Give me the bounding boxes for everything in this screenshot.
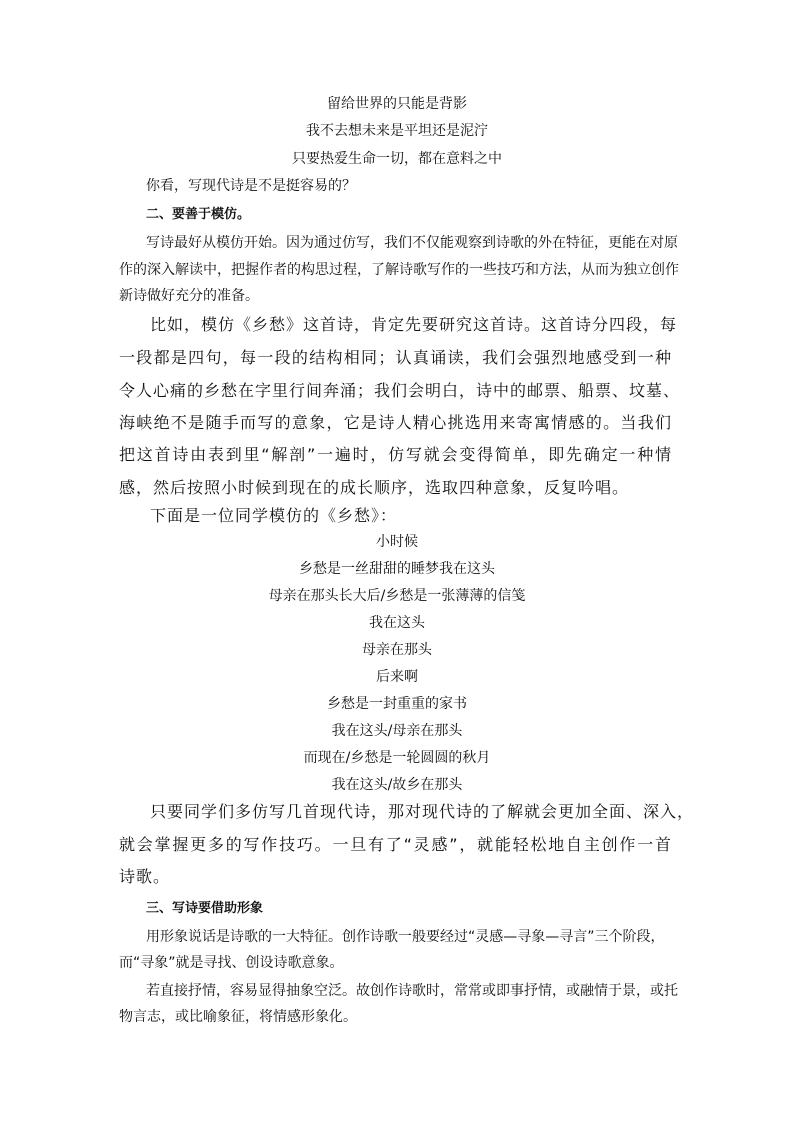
paragraph-line: 把这首诗由表到里“解剖”一遍时，仿写就会变得简单，即先确定一种情 <box>119 445 672 464</box>
poem-line: 我在这头 <box>369 615 425 631</box>
paragraph-line: 诗歌。 <box>119 867 171 886</box>
paragraph-line: 而“寻象”就是寻找、创设诗歌意象。 <box>119 955 344 971</box>
paragraph-line: 海峡绝不是随手而写的意象，它是诗人精心挑选用来寄寓情感的。当我们 <box>119 413 672 432</box>
paragraph-line: 作的深入解读中，把握作者的构思过程，了解诗歌写作的一些技巧和方法，从而为独立创作 <box>119 262 679 278</box>
paragraph-line: 物言志，或比喻象征，将情感形象化。 <box>119 1009 357 1025</box>
paragraph-line: 新诗做好充分的准备。 <box>119 288 259 304</box>
poem-line: 我在这头/故乡在那头 <box>331 777 463 793</box>
poem-line: 我不去想未来是平坦还是泥泞 <box>306 123 488 139</box>
paragraph-line: 令人心痛的乡愁在字里行间奔涌；我们会明白，诗中的邮票、船票、坟墓、 <box>119 381 681 400</box>
section-heading-2: 二、要善于模仿。 <box>146 207 251 222</box>
poem-line: 小时候 <box>376 534 418 550</box>
poem-line: 而现在/乡愁是一轮圆圆的秋月 <box>303 750 491 766</box>
paragraph-line: 就会掌握更多的写作技巧。一旦有了“灵感”，就能轻松地自主创作一首 <box>119 835 672 854</box>
poem-line: 乡愁是一丝甜甜的睡梦我在这头 <box>299 561 495 577</box>
paragraph-question: 你看，写现代诗是不是挺容易的？ <box>146 178 356 194</box>
paragraph-line: 若直接抒情，容易显得抽象空泛。故创作诗歌时，常常或即事抒情，或融情于景，或托 <box>146 983 678 999</box>
poem-line: 留给世界的只能是背影 <box>327 96 467 112</box>
paragraph-line: 下面是一位同学模仿的《乡愁》： <box>150 506 398 525</box>
poem-line: 只要热爱生命一切，都在意料之中 <box>292 151 502 167</box>
paragraph-line: 用形象说话是诗歌的一大特征。创作诗歌一般要经过“灵感—寻象—寻言”三个阶段， <box>146 929 665 945</box>
paragraph-line: 一段都是四句，每一段的结构相同；认真诵读，我们会强烈地感受到一种 <box>119 348 672 367</box>
poem-line: 母亲在那头长大后/乡愁是一张薄薄的信笺 <box>268 588 526 604</box>
paragraph-line: 比如，模仿《乡愁》这首诗，肯定先要研究这首诗。这首诗分四段，每 <box>150 315 678 334</box>
paragraph-line: 感，然后按照小时候到现在的成长顺序，选取四种意象，反复吟唱。 <box>119 478 630 497</box>
paragraph-line: 只要同学们多仿写几首现代诗，那对现代诗的了解就会更加全面、深入， <box>150 802 695 821</box>
poem-line: 后来啊 <box>376 669 418 685</box>
paragraph-line: 写诗最好从模仿开始。因为通过仿写，我们不仅能观察到诗歌的外在特征，更能在对原 <box>146 235 678 251</box>
poem-line: 乡愁是一封重重的家书 <box>327 696 467 712</box>
poem-line: 我在这头/母亲在那头 <box>331 723 463 739</box>
poem-line: 母亲在那头 <box>362 642 432 658</box>
section-heading-3: 三、写诗要借助形象 <box>146 901 264 916</box>
